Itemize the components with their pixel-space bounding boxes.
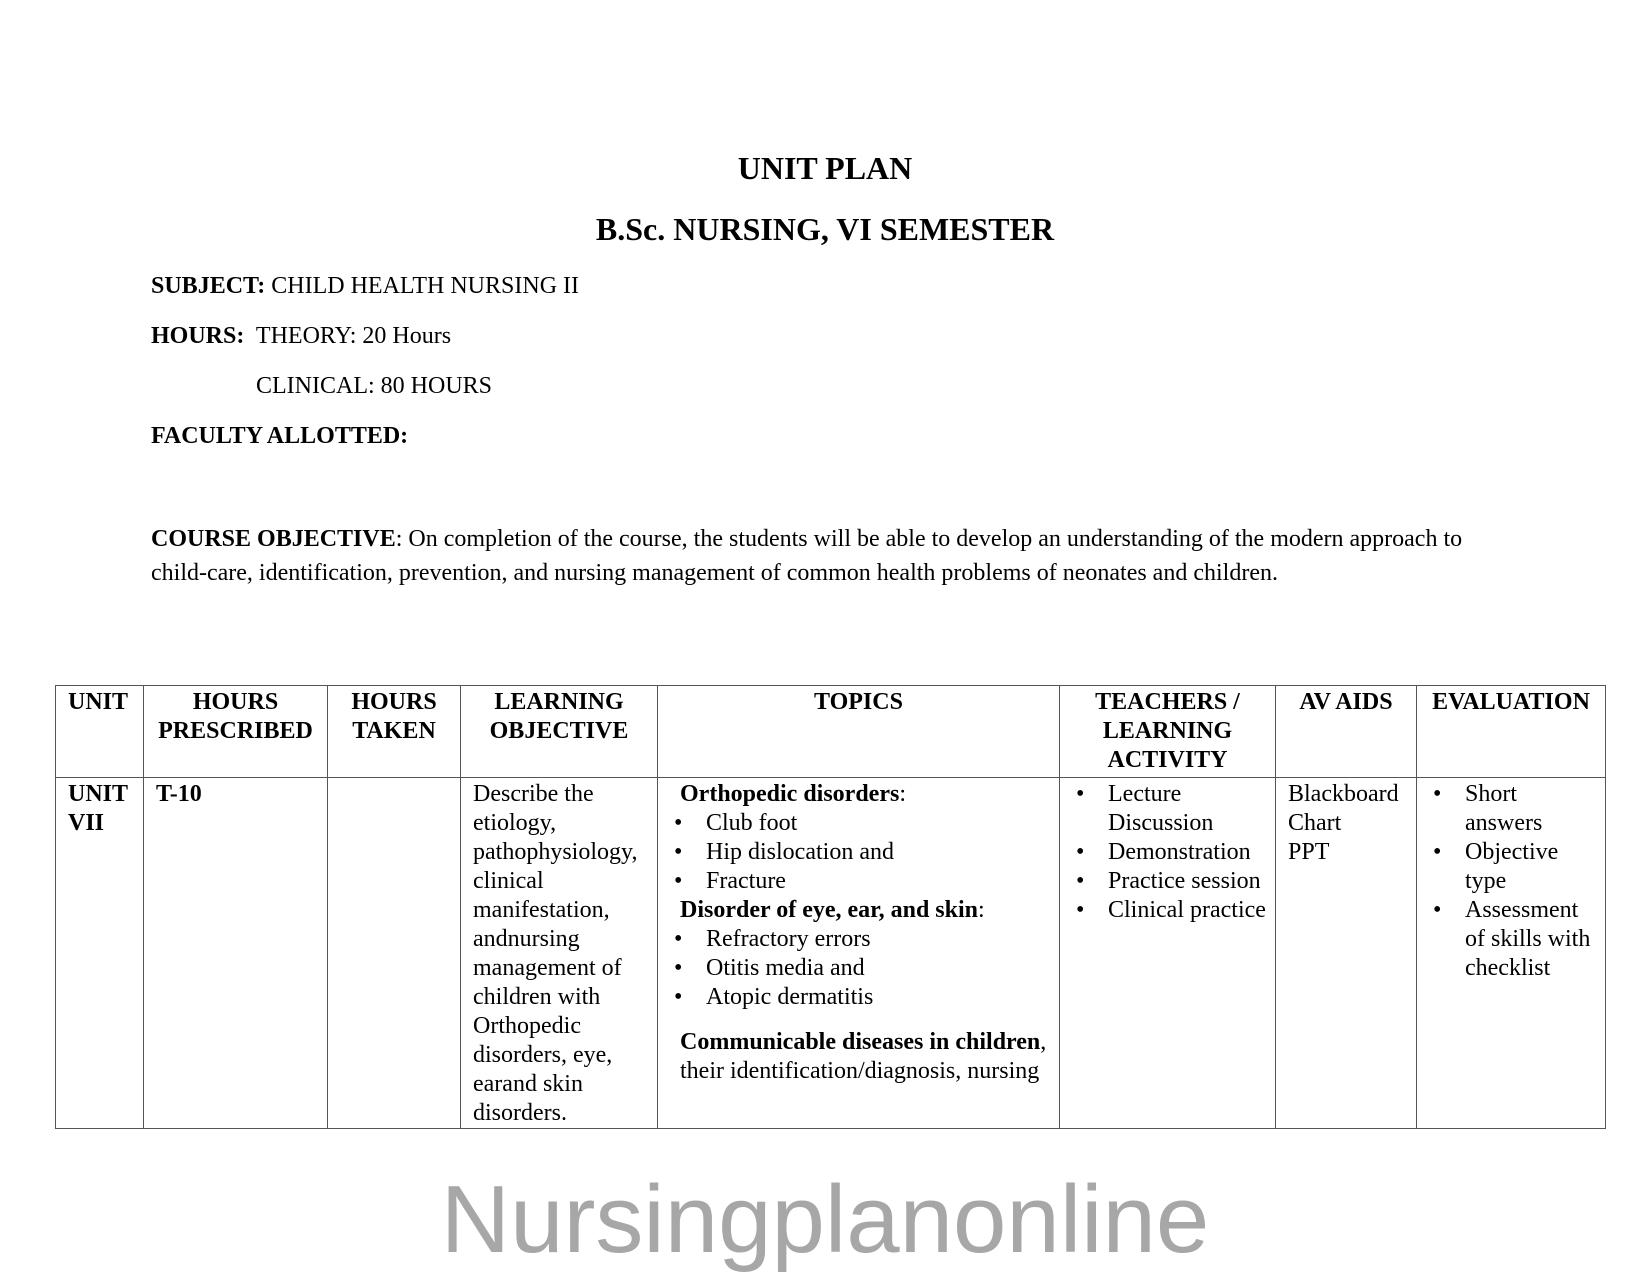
- list-item: • Fracture: [670, 867, 1051, 896]
- evaluation-list: [1429, 780, 1597, 983]
- communicable-diseases-topic: Communicable diseases in children, their identification/diagnosis, nursing: [680, 1029, 1047, 1084]
- clinical-hours: CLINICAL: 80 HOURS: [256, 373, 493, 399]
- table-row: [56, 778, 1606, 1129]
- theory-hours: THEORY: 20 Hours: [255, 323, 452, 349]
- topic-list: [670, 809, 1051, 896]
- list-item: • Refractory errors: [670, 925, 1051, 954]
- list-item: • Short answers: [1429, 780, 1597, 838]
- av-aid-item: Chart: [1288, 810, 1342, 836]
- watermark-text: Nursingplanonline: [440, 1166, 1210, 1273]
- list-item: • Lecture Discussion: [1072, 780, 1267, 838]
- header-unit: UNIT: [56, 686, 144, 778]
- faculty-label: FACULTY ALLOTTED:: [151, 423, 409, 449]
- header-evaluation: EVALUATION: [1417, 686, 1606, 778]
- page-title: UNIT PLAN: [737, 150, 913, 186]
- objective-label: COURSE OBJECTIVE: [151, 526, 396, 552]
- list-item: • Objective type: [1429, 838, 1597, 896]
- learning-objective-cell: Describe the etiology, pathophysiology, clinical manifestation, andnursing management of children with Orthopedic disorders, eye, earand skin disorders.: [461, 778, 658, 1129]
- header-activity: TEACHERS / LEARNING ACTIVITY: [1060, 686, 1276, 778]
- topics-cell: [658, 778, 1060, 1129]
- list-item: • Otitis media and: [670, 954, 1051, 983]
- activity-list: [1072, 780, 1267, 925]
- hours-taken-cell: [328, 778, 461, 1129]
- av-aids-cell: [1276, 778, 1417, 1129]
- av-aid-item: Blackboard: [1288, 781, 1399, 807]
- hours-label: HOURS:: [151, 323, 245, 349]
- activity-cell: [1060, 778, 1276, 1129]
- course-objective: [151, 522, 1511, 590]
- subject-line: [151, 273, 579, 300]
- list-item: • Atopic dermatitis: [670, 983, 1051, 1012]
- hours-line: [151, 323, 451, 350]
- unit-plan-table: [55, 685, 1606, 1129]
- list-item: • Practice session: [1072, 867, 1267, 896]
- topic-list: [670, 925, 1051, 1012]
- page-subtitle: B.Sc. NURSING, VI SEMESTER: [595, 211, 1055, 247]
- header-hours-taken: HOURS TAKEN: [328, 686, 461, 778]
- subject-value: CHILD HEALTH NURSING II: [271, 273, 580, 299]
- evaluation-cell: [1417, 778, 1606, 1129]
- header-hours-prescribed: HOURS PRESCRIBED: [144, 686, 328, 778]
- topic-group-heading: Disorder of eye, ear, and skin:: [680, 897, 985, 923]
- header-av-aids: AV AIDS: [1276, 686, 1417, 778]
- list-item: • Demonstration: [1072, 838, 1267, 867]
- objective-text: : On completion of the course, the students will be able to develop an understanding of the modern approach to child-care, identification, prevention, and nursing management of common health problems of neonates and children.: [151, 526, 1463, 586]
- list-item: • Hip dislocation and: [670, 838, 1051, 867]
- table-header-row: [56, 686, 1606, 778]
- list-item: • Clinical practice: [1072, 896, 1267, 925]
- header-learning-objective: LEARNING OBJECTIVE: [461, 686, 658, 778]
- list-item: • Club foot: [670, 809, 1051, 838]
- faculty-line: [151, 423, 408, 450]
- subject-label: SUBJECT:: [151, 273, 266, 299]
- unit-cell: UNIT VII: [56, 778, 144, 1129]
- hours-prescribed-cell: T-10: [144, 778, 328, 1129]
- list-item: • Assessment of skills with checklist: [1429, 896, 1597, 983]
- topic-group-heading: Orthopedic disorders:: [680, 781, 906, 807]
- header-topics: TOPICS: [658, 686, 1060, 778]
- av-aid-item: PPT: [1288, 839, 1330, 865]
